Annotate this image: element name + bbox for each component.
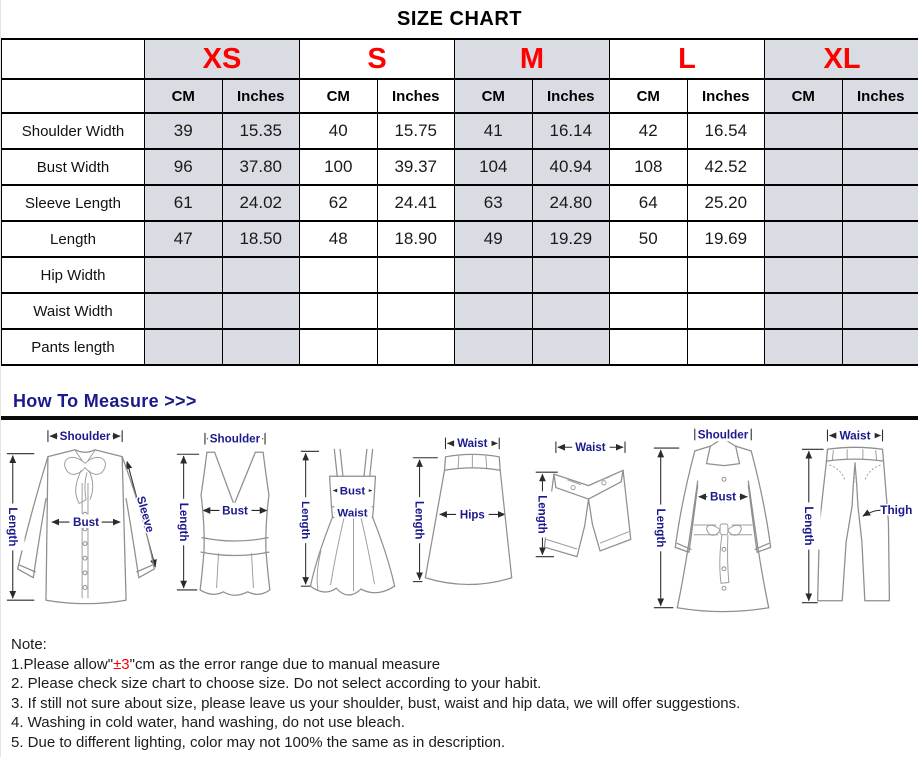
cell [842, 185, 918, 221]
cell [765, 113, 843, 149]
tank-top-diagram [172, 422, 298, 627]
unit-header-inches: Inches [532, 79, 610, 113]
cell: 19.69 [687, 221, 765, 257]
blouse-diagram [3, 422, 171, 627]
cell: 64 [610, 185, 688, 221]
cell: 100 [300, 149, 378, 185]
cell [300, 257, 378, 293]
cell [145, 257, 223, 293]
size-chart-table [1, 38, 918, 366]
cell [610, 329, 688, 365]
cell: 15.75 [377, 113, 455, 149]
size-header-m: M [455, 39, 610, 79]
row-label-selected: Sleeve Length [2, 185, 145, 221]
size-header-xl: XL [765, 39, 918, 79]
shorts-diagram [529, 422, 649, 627]
measure-label-hips: Hips [459, 509, 485, 522]
table-row-bust-width [2, 149, 918, 185]
cell: 15.35 [222, 113, 300, 149]
cell [455, 329, 533, 365]
cell [842, 221, 918, 257]
cell: 39 [145, 113, 223, 149]
note-item-2: 2. Please check size chart to choose size. Do not select according to your habit. [11, 675, 542, 692]
unit-header-cm: CM [765, 79, 843, 113]
note-item-4: 4. Washing in cold water, hand washing, do not use bleach. [11, 714, 405, 731]
note-1-tolerance: ±3 [113, 655, 130, 673]
cell: 48 [300, 221, 378, 257]
cell [765, 257, 843, 293]
cell [765, 185, 843, 221]
cell: 24.02 [222, 185, 300, 221]
cell: 61 [145, 185, 223, 221]
unit-header-inches: Inches [687, 79, 765, 113]
cell: 108 [610, 149, 688, 185]
note-1-post: "cm as the error range due to manual measure [129, 655, 441, 673]
cell [765, 293, 843, 329]
cell [842, 329, 918, 365]
cell [842, 149, 918, 185]
measure-label-waist: Waist [337, 507, 368, 520]
notes-title: Note: [11, 636, 47, 653]
page-title: SIZE CHART [397, 7, 522, 30]
measure-label-waist: Waist [456, 438, 488, 451]
measure-label-bust: Bust [339, 485, 366, 498]
pants-diagram [796, 422, 914, 627]
measure-label-length: Length [5, 507, 19, 547]
cell: 18.50 [222, 221, 300, 257]
cell [377, 257, 455, 293]
cell: 41 [455, 113, 533, 149]
cell: 96 [145, 149, 223, 185]
cell: 40.94 [532, 149, 610, 185]
measure-label-shoulder: Shoulder [209, 432, 260, 446]
row-label: Hip Width [2, 257, 145, 293]
cell: 49 [455, 221, 533, 257]
cell [222, 293, 300, 329]
cell [842, 293, 918, 329]
table-row-waist-width [2, 293, 918, 329]
note-item-3: 3. If still not sure about size, please leave us your shoulder, bust, waist and hip data, we will offer suggestions. [11, 694, 741, 712]
unit-header-cm: CM [455, 79, 533, 113]
note-item-1 [11, 655, 918, 675]
cell: 25.20 [687, 185, 765, 221]
table-row-shoulder-width [2, 113, 918, 149]
cell: 19.29 [532, 221, 610, 257]
cell [610, 293, 688, 329]
table-row-pants-length [2, 329, 918, 365]
cell: 24.41 [377, 185, 455, 221]
cell [765, 329, 843, 365]
cell [222, 329, 300, 365]
unit-header-cm: CM [145, 79, 223, 113]
table-row-sleeve-length [2, 185, 918, 221]
how-to-measure-heading: How To Measure >>> [13, 391, 197, 411]
measure-label-waist: Waist [575, 442, 606, 455]
measure-label-bust: Bust [709, 490, 736, 504]
corner-cell [2, 79, 145, 113]
cell [532, 257, 610, 293]
measure-label-length: Length [298, 501, 311, 540]
cell: 16.54 [687, 113, 765, 149]
cell [842, 113, 918, 149]
cell [532, 293, 610, 329]
cell: 62 [300, 185, 378, 221]
cell [610, 257, 688, 293]
cell [377, 293, 455, 329]
measure-label-thigh: Thigh [880, 503, 913, 518]
cell [765, 149, 843, 185]
cami-dress-diagram [298, 422, 408, 627]
measure-diagrams [1, 420, 918, 628]
measure-label-length: Length [176, 502, 190, 542]
table-row-hip-width [2, 257, 918, 293]
unit-header-row [2, 79, 918, 113]
cell [687, 329, 765, 365]
row-label: Waist Width [2, 293, 145, 329]
cell [532, 329, 610, 365]
cell [300, 329, 378, 365]
measure-label-waist: Waist [839, 428, 871, 443]
cell: 42 [610, 113, 688, 149]
cell: 104 [455, 149, 533, 185]
size-header-l: L [610, 39, 765, 79]
measure-label-shoulder: Shoulder [59, 430, 111, 444]
note-item-5: 5. Due to different lighting, color may not 100% the same as in description. [11, 733, 506, 751]
trench-coat-diagram [650, 422, 796, 627]
measure-label-length: Length [653, 508, 667, 548]
measure-label-length: Length [535, 495, 548, 534]
cell: 63 [455, 185, 533, 221]
measure-label-bust: Bust [221, 504, 248, 518]
size-header-row [2, 39, 918, 79]
cell [145, 329, 223, 365]
unit-header-cm: CM [300, 79, 378, 113]
cell [687, 257, 765, 293]
row-label: Length [2, 221, 145, 257]
note-1-pre: 1.Please allow" [11, 655, 114, 673]
cell [455, 257, 533, 293]
cell: 16.14 [532, 113, 610, 149]
size-header-xs: XS [145, 39, 300, 79]
size-header-s: S [300, 39, 455, 79]
cell: 50 [610, 221, 688, 257]
unit-header-cm: CM [610, 79, 688, 113]
row-label: Bust Width [2, 149, 145, 185]
skirt-diagram [409, 422, 529, 627]
title-bar [1, 0, 918, 38]
row-label: Pants length [2, 329, 145, 365]
cell: 47 [145, 221, 223, 257]
cell [765, 221, 843, 257]
cell [222, 257, 300, 293]
cell [377, 329, 455, 365]
cell [145, 293, 223, 329]
cell [300, 293, 378, 329]
table-row-length [2, 221, 918, 257]
measure-label-sleeve: Sleeve [133, 494, 157, 535]
cell: 37.80 [222, 149, 300, 185]
cell: 18.90 [377, 221, 455, 257]
measure-label-shoulder: Shoulder [697, 428, 748, 442]
measure-label-bust: Bust [72, 515, 100, 529]
cell [455, 293, 533, 329]
cell: 24.80 [532, 185, 610, 221]
row-label: Shoulder Width [2, 113, 145, 149]
measure-label-length: Length [412, 500, 425, 540]
unit-header-inches: Inches [377, 79, 455, 113]
corner-cell [2, 39, 145, 79]
cell [687, 293, 765, 329]
unit-header-inches: Inches [222, 79, 300, 113]
cell: 40 [300, 113, 378, 149]
cell: 42.52 [687, 149, 765, 185]
unit-header-inches: Inches [842, 79, 918, 113]
measure-label-length: Length [801, 506, 816, 546]
notes-section [1, 628, 918, 752]
cell [842, 257, 918, 293]
cell: 39.37 [377, 149, 455, 185]
